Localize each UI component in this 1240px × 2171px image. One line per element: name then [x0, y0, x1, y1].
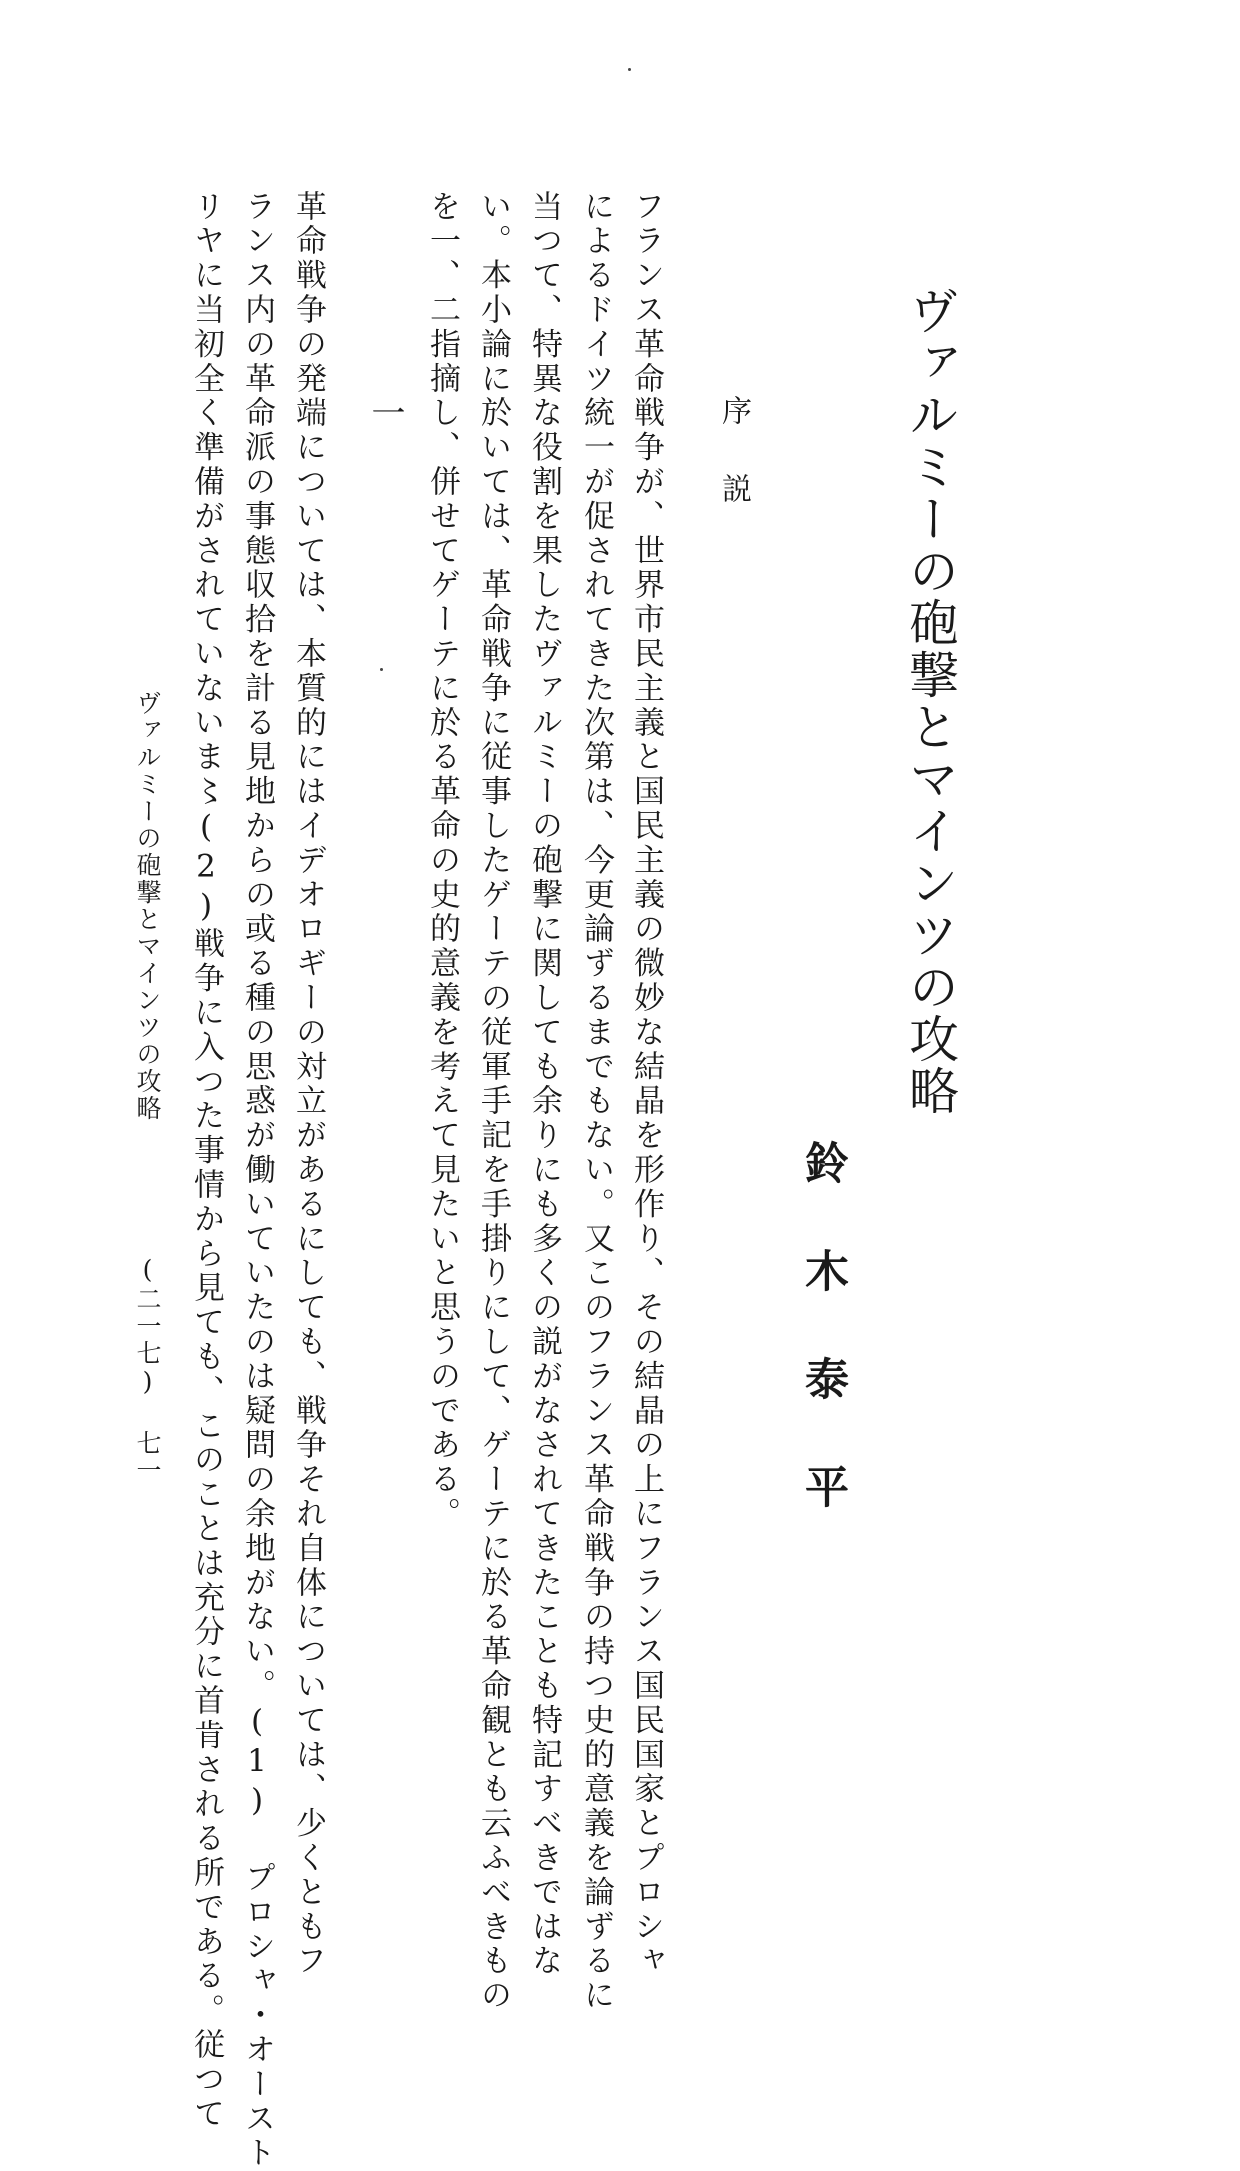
preface-line-1: フランス革命戦争が、世界市民主義と国民主義の微妙な結晶を形作り、その結晶の上にフランス国民国家とプロシャ: [628, 190, 664, 1979]
section-one-line-2: ランス内の革命派の事態収拾を計る見地からの或る種の思惑が働いていたのは疑問の余地がない。(1) プロシャ・オースト: [239, 190, 275, 2171]
preface-line-2: によるドイツ統一が促されてきた次第は、今更論ずるまでもない。又このフランス革命戦争の持つ史的意義を論ずるに: [578, 190, 614, 2014]
section-one-line-1: 革命戦争の発端については、本質的にはイデオロギーの対立があるにしても、戦争それ自体については、少くともフ: [290, 190, 326, 1979]
scan-speck: [380, 668, 383, 671]
article-author: 鈴木泰平: [797, 1140, 848, 1572]
preface-heading: 序説: [716, 395, 751, 551]
section-one-heading: 一: [365, 395, 405, 429]
page-number: 七一: [133, 1430, 162, 1484]
article-title: ヴァルミーの砲撃とマインツの攻略: [901, 285, 959, 1117]
preface-line-5: を一、二指摘し、併せてゲーテに於る革命の史的意義を考えて見たいと思うのである。: [424, 190, 460, 1532]
scan-speck: [628, 68, 631, 71]
page-reference: (二一七): [133, 1255, 162, 1398]
running-title: ヴァルミーの砲撃とマインツの攻略: [133, 690, 162, 1122]
section-one-line-3: リヤに当初全く準備がされていないま〻(2)戦争に入つた事情から見ても、このことは充分に首肯される所である。従つて: [188, 190, 224, 2132]
preface-line-3: 当つて、特異な役割を果したヴァルミーの砲撃に関しても余りにも多くの説がなされてきたことも特記すべきではな: [526, 190, 562, 1979]
preface-line-4: い。本小論に於いては、革命戦争に従事したゲーテの従軍手記を手掛りにして、ゲーテに於る革命観とも云ふべきもの: [475, 190, 511, 2014]
